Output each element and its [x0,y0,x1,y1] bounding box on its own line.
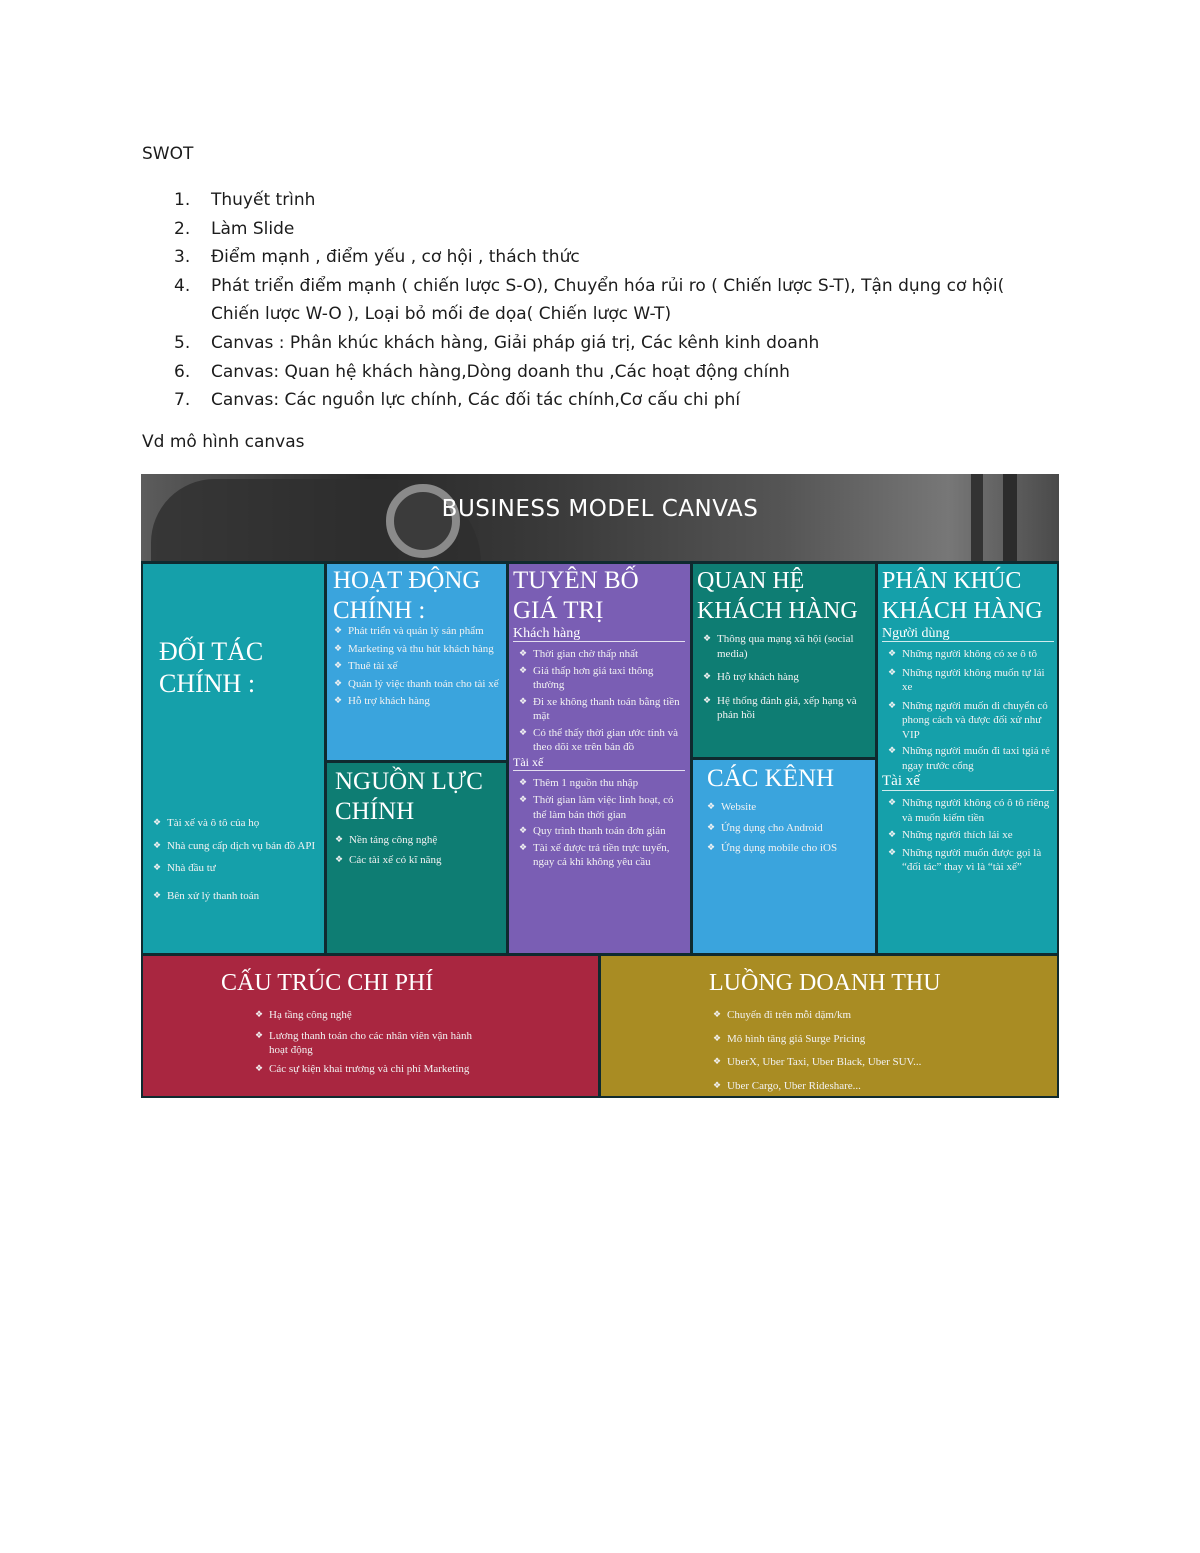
block-heading: LUỒNG DOANH THU [709,970,941,996]
list-item: ❖ Uber Cargo, Uber Rideshare... [713,1079,1043,1094]
customer-segments-block [878,564,1057,953]
block-heading: HOẠT ĐỘNG CHÍNH : [333,567,481,624]
list-item [142,186,1042,215]
list-item: ❖ Website [707,800,871,815]
block-list [513,776,685,870]
list-number: 7. [174,390,191,411]
list-item: ❖ Hỗ trợ khách hàng [334,694,502,709]
block-subheading: Người dùng [882,626,1054,642]
block-list [153,816,323,908]
list-number: 2. [174,218,191,239]
block-heading: TUYÊN BỐ GIÁ TRỊ [513,567,639,624]
list-item: ❖ Những người thích lái xe [888,828,1054,843]
block-list [255,1008,585,1081]
list-item: ❖ Ứng dụng mobile cho iOS [707,841,871,856]
block-heading: QUAN HỆ KHÁCH HÀNG [697,568,858,624]
list-item: ❖ Marketing và thu hút khách hàng [334,642,502,657]
key-activities-block [327,564,506,760]
list-item [142,386,1042,415]
block-list [334,624,502,714]
block-list [713,1008,1043,1096]
block-heading: NGUỒN LỰC CHÍNH [335,768,483,825]
cost-structure-block [143,956,598,1096]
list-number: 3. [174,247,191,268]
block-subheading: Tài xế [513,755,685,771]
canvas-title: BUSINESS MODEL CANVAS [441,496,759,522]
list-item: ❖ Những người muốn di chuyển có phong cách và được đối xử như VIP [888,699,1054,743]
customer-relationships-block [693,564,875,757]
example-label: Vd mô hình canvas [142,432,305,452]
list-item: ❖ Hỗ trợ khách hàng [703,670,873,685]
list-text: Điểm mạnh , điểm yếu , cơ hội , thách thức [211,247,580,268]
key-partners-block [143,564,324,953]
block-list [335,833,503,872]
block-list [882,796,1054,875]
list-item [142,329,1042,358]
block-heading: CẤU TRÚC CHI PHÍ [221,970,434,996]
business-model-canvas-image [141,474,1059,1098]
list-item: ❖ Tài xế và ô tô của họ [153,816,323,831]
list-item: ❖ Quản lý việc thanh toán cho tài xế [334,677,502,692]
list-item: ❖ Thêm 1 nguồn thu nhập [519,776,685,791]
block-subheading: Tài xế [882,773,1054,791]
block-heading: ĐỐI TÁC CHÍNH : [159,637,264,698]
list-item: ❖ Hệ thống đánh giá, xếp hạng và phản hồi [703,694,873,723]
list-item: ❖ Các tài xế có kĩ năng [335,853,503,868]
block-list [513,647,685,755]
list-text: Thuyết trình [211,190,316,210]
list-item: ❖ Thuê tài xế [334,659,502,674]
list-item: ❖ Ứng dụng cho Android [707,821,871,836]
block-heading: PHÂN KHÚC KHÁCH HÀNG [882,568,1043,624]
list-item: ❖ Những người không muốn tự lái xe [888,666,1054,695]
list-item: ❖ Có thể thấy thời gian ước tính và theo dõi xe trên bản đồ [519,726,685,755]
value-proposition-block [509,564,690,953]
list-text: Phát triển điểm mạnh ( chiến lược S-O), Chuyển hóa rủi ro ( Chiến lược S-T), Tận dụng cơ hội( Chiến lược W-O ), Loại bỏ mối đe dọa( Chiến lược W-T) [211,275,1005,325]
list-number: 6. [174,361,191,382]
list-item [142,358,1042,387]
list-item: ❖ Nhà đầu tư [153,861,323,876]
doc-title: SWOT [142,144,194,164]
block-heading: CÁC KÊNH [707,765,835,792]
list-item: ❖ Thời gian chờ thấp nhất [519,647,685,662]
key-resources-block [327,763,506,953]
channels-block [693,760,875,953]
list-item: ❖ Giá thấp hơn giá taxi thông thường [519,664,685,693]
block-list [697,632,873,723]
revenue-streams-block [601,956,1057,1096]
block-list [882,647,1054,773]
list-text: Canvas: Quan hệ khách hàng,Dòng doanh thu ,Các hoạt động chính [211,361,790,382]
list-item: ❖ Mô hình tăng giá Surge Pricing [713,1032,1043,1047]
list-item [142,272,1042,329]
block-list [707,800,871,856]
list-item: ❖ Lương thanh toán cho các nhân viên vận hành hoạt động [255,1029,489,1058]
list-item: ❖ Nền tảng công nghệ [335,833,503,848]
list-item: ❖ Đi xe không thanh toán bằng tiền mặt [519,695,685,724]
list-item: ❖ Những người không có xe ô tô [888,647,1054,662]
list-text: Làm Slide [211,218,295,239]
list-text: Canvas : Phân khúc khách hàng, Giải pháp giá trị, Các kênh kinh doanh [211,332,820,353]
list-number: 4. [174,275,191,296]
list-item: ❖ Tài xế được trả tiền trực tuyến, ngay cả khi không yêu cầu [519,841,685,870]
list-item: ❖ Những người không có ô tô riêng và muốn kiếm tiền [888,796,1054,825]
list-item: ❖ Phát triển và quản lý sản phẩm [334,624,502,639]
list-item [142,243,1042,272]
list-item: ❖ Nhà cung cấp dịch vụ bản đồ API [153,839,323,854]
block-subheading: Khách hàng [513,626,685,642]
list-item: ❖ Hạ tầng công nghệ [255,1008,585,1023]
canvas-banner [141,474,1059,561]
task-list [142,186,1042,415]
list-item: ❖ Quy trình thanh toán đơn giản [519,824,685,839]
list-item [142,215,1042,244]
list-item: ❖ Chuyến đi trên mỗi dặm/km [713,1008,1043,1023]
list-item: ❖ Thời gian làm việc linh hoạt, có thể làm bán thời gian [519,793,685,822]
list-item: ❖ Các sự kiện khai trương và chi phí Marketing [255,1062,585,1077]
list-item: ❖ Những người muốn đi taxi tgiá rẻ ngay trước cổng [888,744,1054,773]
list-number: 5. [174,332,191,353]
list-text: Canvas: Các nguồn lực chính, Các đối tác chính,Cơ cấu chi phí [211,390,741,411]
list-item: ❖ Những người muốn được gọi là “đối tác” thay vì là “tài xế” [888,846,1054,875]
list-item: ❖ UberX, Uber Taxi, Uber Black, Uber SUV... [713,1055,1043,1070]
list-number: 1. [174,190,191,210]
list-item: ❖ Thông qua mạng xã hội (social media) [703,632,873,661]
list-item: ❖ Bên xử lý thanh toán [153,889,323,904]
